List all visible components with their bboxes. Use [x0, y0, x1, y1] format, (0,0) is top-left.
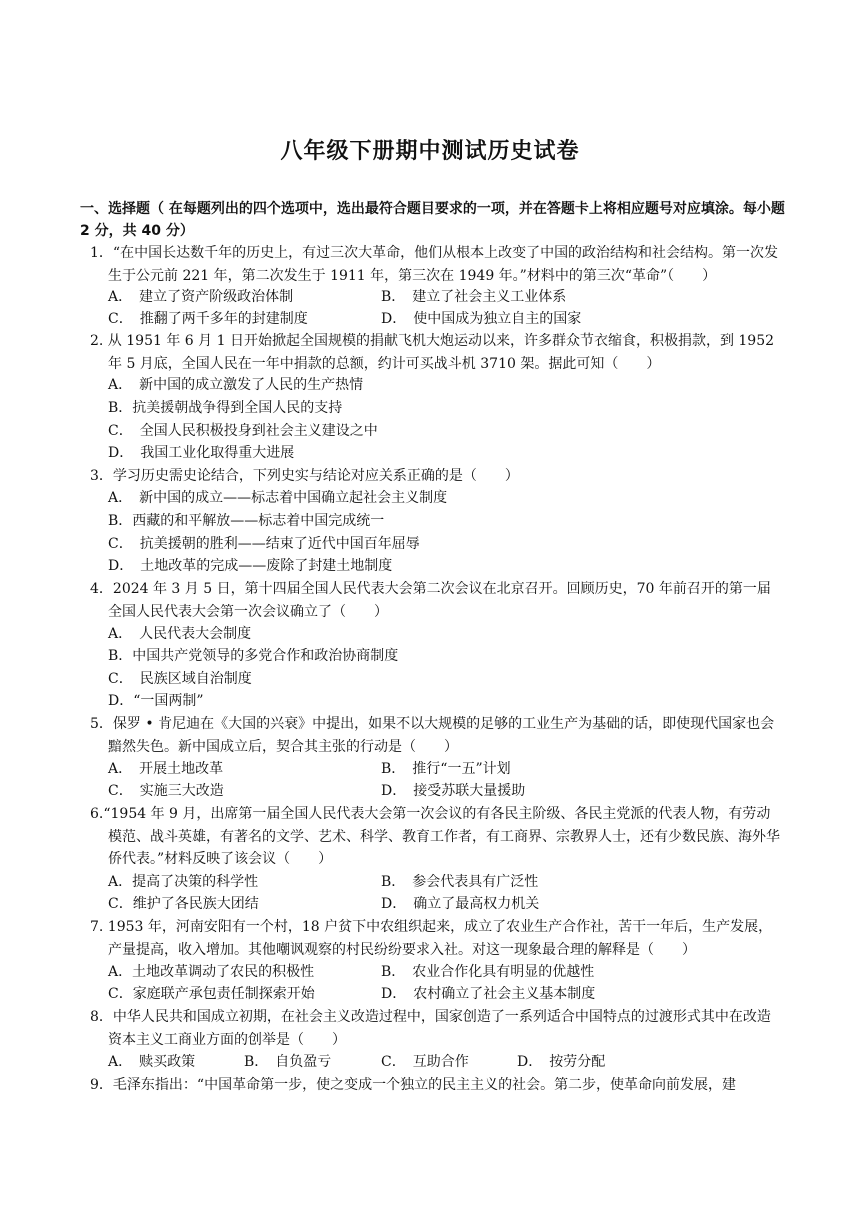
question-4-option-b[interactable]: B．中国共产党领导的多党合作和政治协商制度 — [108, 648, 399, 664]
question-7-option-b[interactable]: B． 农业合作化具有明显的优越性 — [381, 964, 595, 980]
question-8-option-b[interactable]: B． 自负盈亏 — [244, 1054, 332, 1070]
question-2-option-b[interactable]: B．抗美援朝战争得到全国人民的支持 — [108, 400, 343, 416]
question-7-option-d[interactable]: D． 农村确立了社会主义基本制度 — [381, 986, 596, 1002]
question-8-option-a[interactable]: A． 赎买政策 — [108, 1054, 196, 1070]
question-2-text: 2. 从 1951 年 6 月 1 日开始掀起全国规模的捐献飞机大炮运动以来，许多群众节衣缩食，积极捐款，到 1952 年 5 月底，全国人民在一年中捐款的总额，约计可买战斗机 3710 架。据此可知（ ） — [90, 333, 775, 372]
question-9-text: 9．毛泽东指出：“中国革命第一步，使之变成一个独立的民主主义的社会。第二步，使革命向前发展，建 — [90, 1077, 737, 1093]
question-6-option-b[interactable]: B． 参会代表具有广泛性 — [381, 874, 539, 890]
question-6-text: 6.“1954 年 9 月，出席第一届全国人民代表大会第一次会议的有各民主阶级、各民主党派的代表人物，有劳动模范、战斗英雄，有著名的文学、艺术、科学、教育工作者，有工商界、宗教界人士，还有少数民族、海外华侨代表。”材料反映了该会议（ ） — [90, 806, 780, 867]
question-3-option-a[interactable]: A． 新中国的成立——标志着中国确立起社会主义制度 — [108, 490, 448, 506]
question-6-option-d[interactable]: D． 确立了最高权力机关 — [381, 896, 540, 912]
question-3-option-b[interactable]: B．西藏的和平解放——标志着中国完成统一 — [108, 513, 385, 529]
question-1-option-d[interactable]: D． 使中国成为独立自主的国家 — [381, 311, 582, 327]
question-3-option-d[interactable]: D． 土地改革的完成——废除了封建土地制度 — [108, 558, 393, 574]
question-3-text: 3．学习历史需史论结合，下列史实与结论对应关系正确的是（ ） — [90, 468, 519, 484]
question-6-option-a[interactable]: A．提高了决策的科学性 — [108, 874, 259, 890]
question-4-text: 4．2024 年 3 月 5 日，第十四届全国人民代表大会第二次会议在北京召开。回顾历史，70 年前召开的第一届全国人民代表大会第一次会议确立了（ ） — [90, 581, 771, 620]
page-title: 八年级下册期中测试历史试卷 — [280, 139, 580, 164]
question-5-text: 5．保罗 • 肯尼迪在《大国的兴衰》中提出，如果不以大规模的足够的工业生产为基础的话，即使现代国家也会黯然失色。新中国成立后，契合其主张的行动是（ ） — [90, 716, 775, 755]
question-8-text: 8．中华人民共和国成立初期，在社会主义改造过程中，国家创造了一系列适合中国特点的过渡形式其中在改造资本主义工商业方面的创举是（ ） — [90, 1009, 771, 1048]
question-5-option-a[interactable]: A． 开展土地改革 — [108, 761, 224, 777]
question-2-option-d[interactable]: D． 我国工业化取得重大进展 — [108, 445, 295, 461]
question-4-option-c[interactable]: C． 民族区域自治制度 — [108, 671, 252, 687]
question-6-option-c[interactable]: C．维护了各民族大团结 — [108, 896, 259, 912]
question-1-text: 1．“在中国长达数千年的历史上，有过三次大革命，他们从根本上改变了中国的政治结构和社会结构。第一次发生于公元前 221 年，第二次发生于 1911 年，第三次在 1949 年。”材料中的第三次“革命”（ ） — [90, 245, 779, 284]
question-8-option-d[interactable]: D． 按劳分配 — [517, 1054, 606, 1070]
section-heading: 一、选择题（ 在每题列出的四个选项中，选出最符合题目要求的一项，并在答题卡上将相应题号对应填涂。每小题 2 分，共 40 分） — [80, 201, 785, 239]
question-5-option-c[interactable]: C． 实施三大改造 — [108, 783, 224, 799]
question-1-option-b[interactable]: B． 建立了社会主义工业体系 — [381, 289, 567, 305]
question-5-option-b[interactable]: B． 推行“一五”计划 — [381, 761, 511, 777]
question-7-option-a[interactable]: A．土地改革调动了农民的积极性 — [108, 964, 315, 980]
question-4-option-a[interactable]: A． 人民代表大会制度 — [108, 626, 252, 642]
question-7-text: 7. 1953 年，河南安阳有一个村，18 户贫下中农组织起来，成立了农业生产合作社，苦干一年后，生产发展，产量提高，收入增加。其他嘲讽观察的村民纷纷要求入社。对这一现象最合理的解释是（ ） — [90, 919, 773, 958]
question-5-option-d[interactable]: D． 接受苏联大量援助 — [381, 783, 526, 799]
question-1-option-a[interactable]: A． 建立了资产阶级政治体制 — [108, 289, 294, 305]
question-8-option-c[interactable]: C． 互助合作 — [381, 1054, 469, 1070]
question-3-option-c[interactable]: C． 抗美援朝的胜利——结束了近代中国百年屈辱 — [108, 536, 420, 552]
question-2-option-c[interactable]: C． 全国人民积极投身到社会主义建设之中 — [108, 423, 378, 439]
question-2-option-a[interactable]: A． 新中国的成立激发了人民的生产热情 — [108, 377, 364, 393]
question-4-option-d[interactable]: D．“一国两制” — [108, 693, 204, 709]
question-1-option-c[interactable]: C． 推翻了两千多年的封建制度 — [108, 311, 308, 327]
question-7-option-c[interactable]: C．家庭联产承包责任制探索开始 — [108, 986, 315, 1002]
